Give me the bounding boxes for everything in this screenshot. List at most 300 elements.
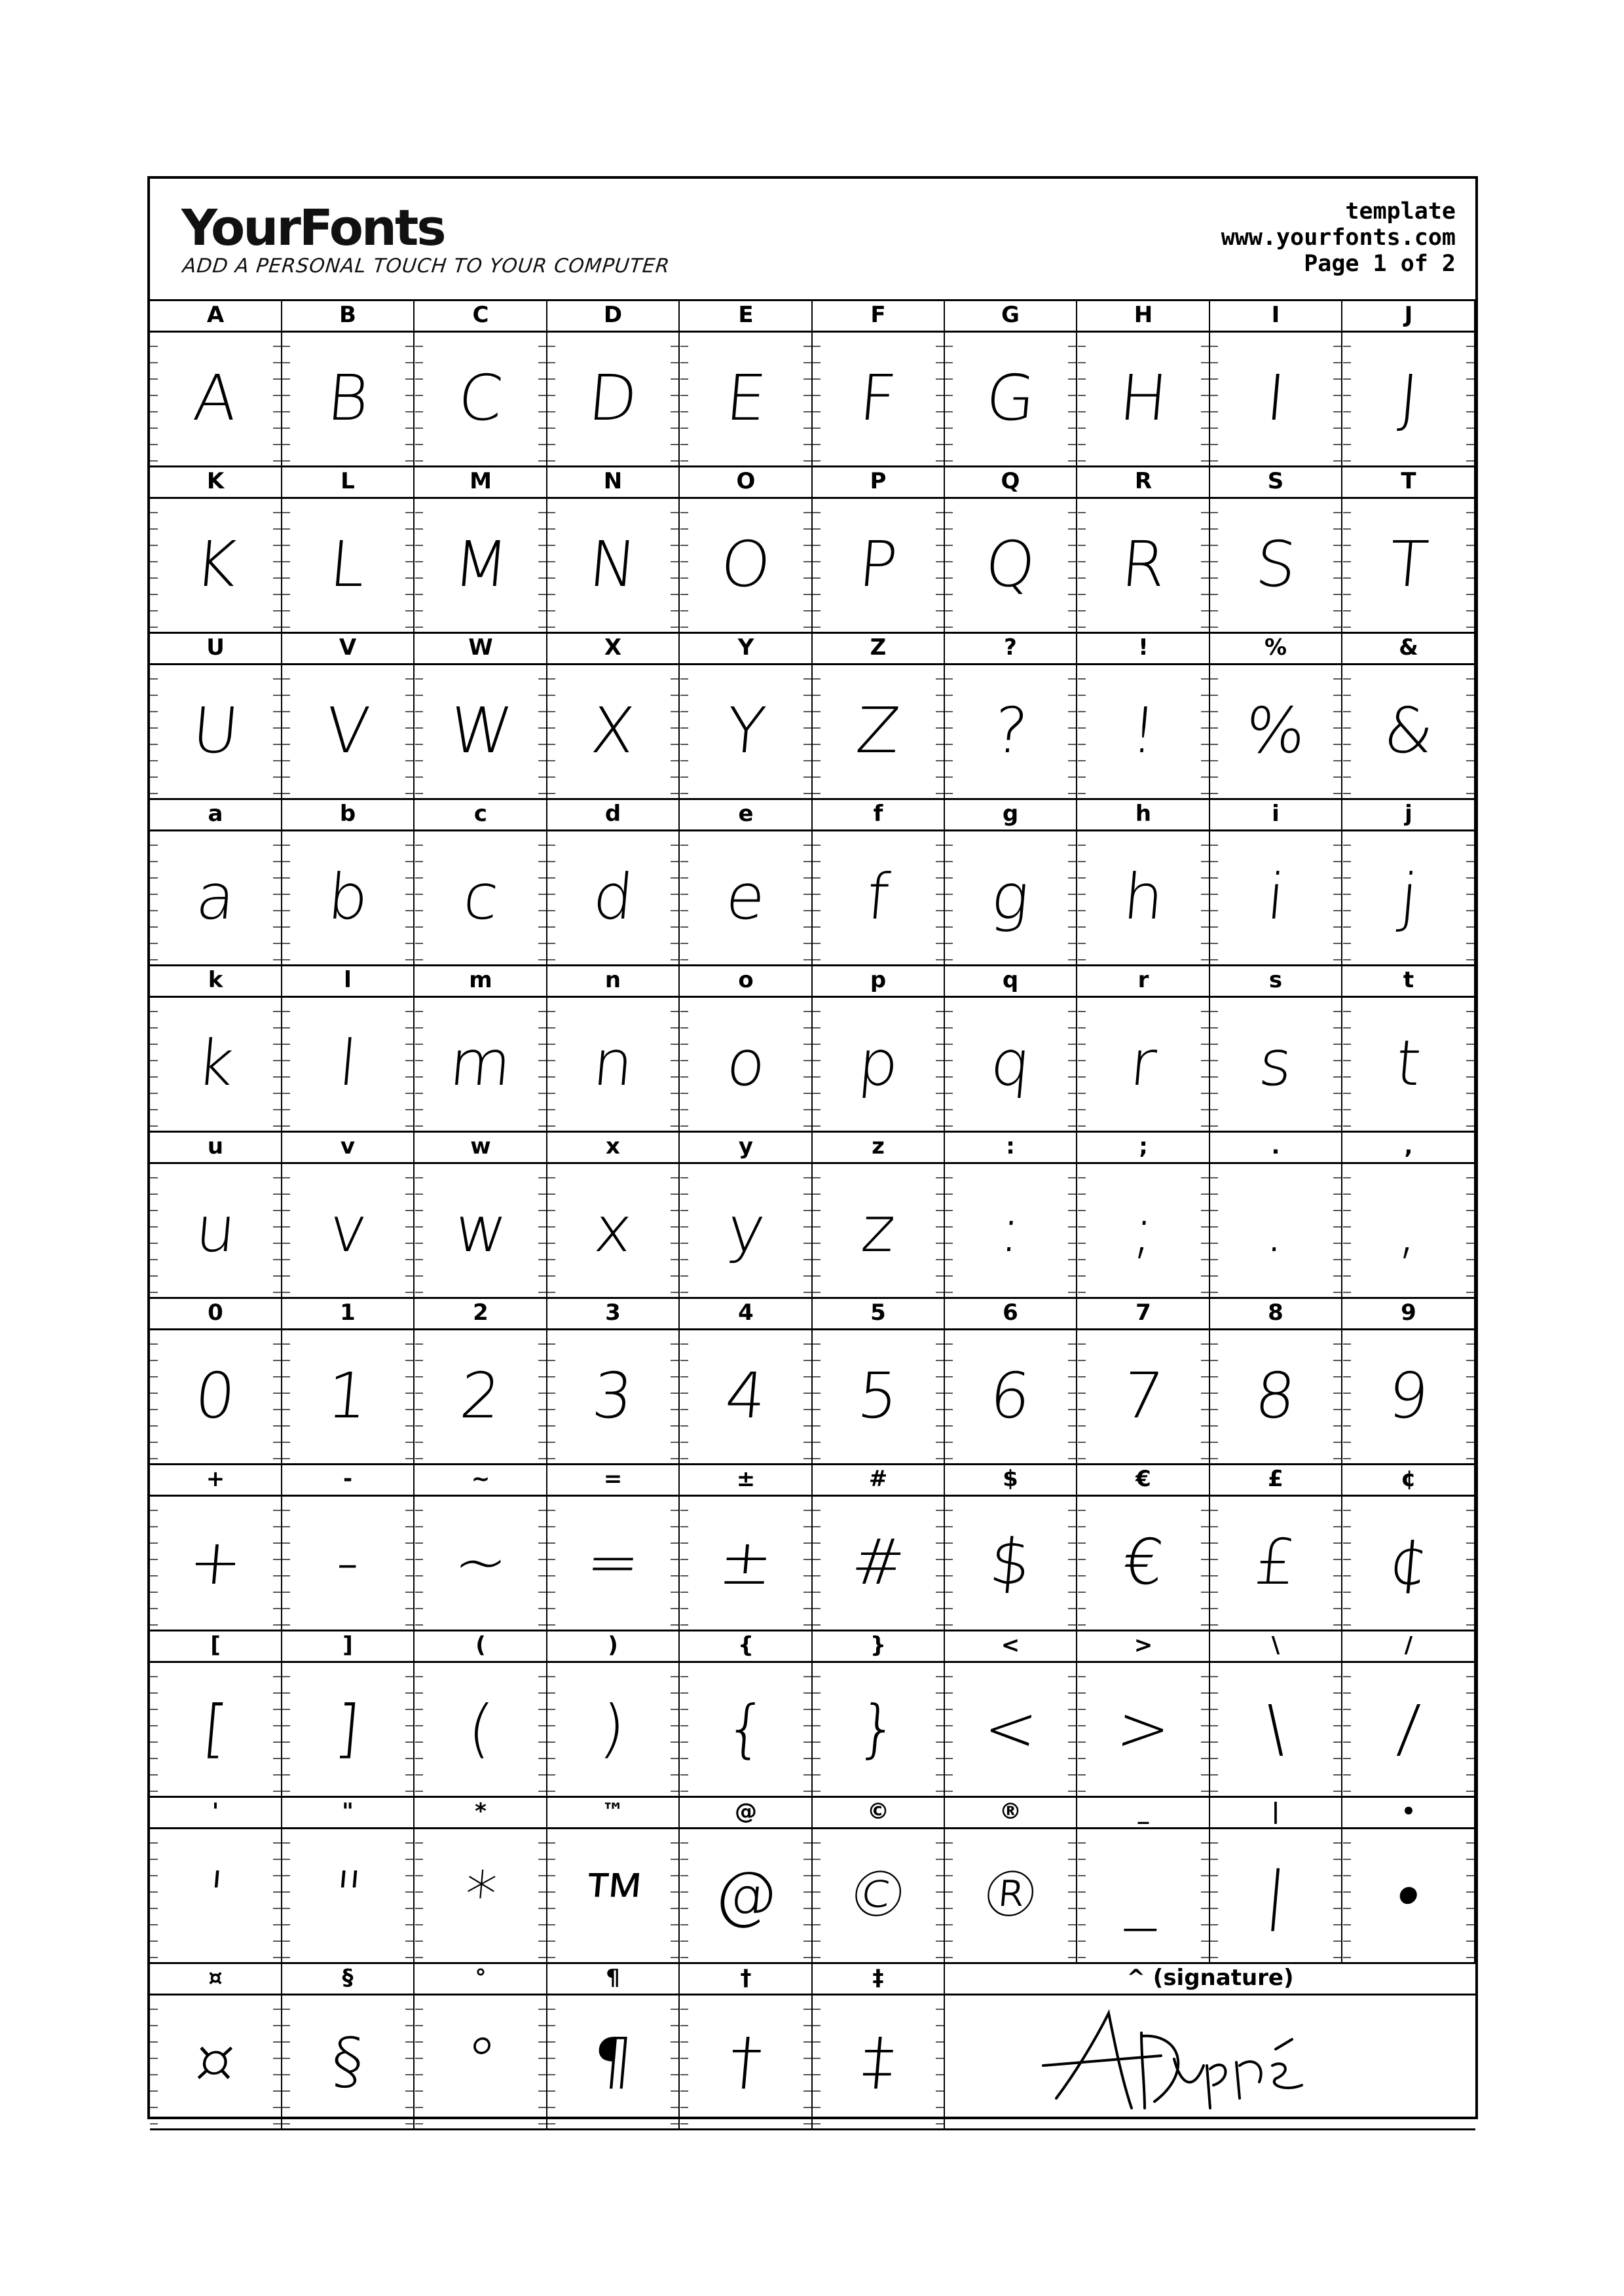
handwritten-glyph (282, 996, 413, 1131)
glyph-label: n (547, 964, 680, 996)
glyph-char: ™ (578, 1858, 648, 1931)
glyph-char: 6 (987, 1359, 1034, 1432)
glyph-cell (547, 1495, 680, 1630)
handwritten-glyph (1210, 331, 1341, 465)
glyph-label: * (415, 1796, 547, 1827)
handwritten-glyph (1343, 996, 1474, 1131)
handwritten-glyph (680, 1661, 811, 1796)
template-sheet (147, 176, 1478, 2122)
handwritten-glyph (680, 829, 811, 964)
glyph-label: r (1078, 964, 1210, 996)
handwritten-glyph (547, 1994, 678, 2128)
glyph-cell (1078, 829, 1210, 964)
glyph-char: Y (723, 694, 769, 767)
label-strip (150, 1796, 1475, 1829)
glyph-cell (1343, 497, 1475, 632)
handwritten-glyph (945, 1495, 1076, 1630)
glyph-label: ] (282, 1630, 415, 1661)
glyph-label: q (945, 964, 1077, 996)
glyph-label: ) (547, 1630, 680, 1661)
glyph-label: X (547, 632, 680, 663)
signature-stroke (1043, 2013, 1302, 2108)
glyph-char: z (858, 1193, 898, 1266)
glyph-cell (1210, 1328, 1342, 1463)
glyph-label: c (415, 798, 547, 829)
glyph-label: P (813, 465, 945, 497)
glyph-char: Z (853, 694, 903, 767)
handwritten-glyph (1343, 331, 1474, 465)
glyph-cell (547, 1994, 680, 2128)
glyph-label: F (813, 299, 945, 331)
glyph-char: _ (1124, 1858, 1162, 1931)
glyph-label: ( (415, 1630, 547, 1661)
glyph-cell (150, 497, 282, 632)
glyph-char: r (1127, 1027, 1160, 1100)
glyph-char: 3 (589, 1359, 637, 1432)
glyph-cell (415, 663, 547, 798)
glyph-char: 0 (192, 1359, 239, 1432)
glyph-cell (1343, 996, 1475, 1131)
label-strip (150, 299, 1475, 333)
glyph-char: 5 (855, 1359, 902, 1432)
glyph-char: ) (597, 1692, 629, 1765)
glyph-char: { (722, 1692, 769, 1765)
handwritten-glyph (282, 1328, 413, 1463)
handwritten-glyph (415, 663, 546, 798)
handwritten-glyph (547, 996, 678, 1131)
glyph-char: b (324, 860, 371, 934)
handwritten-glyph (1078, 996, 1209, 1131)
label-strip (150, 465, 1475, 499)
glyph-cell (813, 1827, 945, 1962)
glyph-label: D (547, 299, 680, 331)
glyph-cell (813, 829, 945, 964)
handwritten-glyph (945, 829, 1076, 964)
glyph-cell (945, 829, 1077, 964)
glyph-label: x (547, 1131, 680, 1162)
handwritten-glyph (1210, 497, 1341, 632)
glyph-cell (282, 996, 415, 1131)
glyph-cell (415, 1495, 547, 1630)
glyph-cell (1210, 996, 1342, 1131)
drawing-strip (150, 331, 1475, 467)
glyph-char: V (323, 694, 373, 767)
glyph-label: { (680, 1630, 813, 1661)
glyph-label: K (150, 465, 282, 497)
glyph-char: e (723, 860, 769, 934)
glyph-row (150, 1297, 1475, 1463)
glyph-cell (415, 331, 547, 465)
handwritten-glyph (415, 996, 546, 1131)
glyph-row (150, 299, 1475, 465)
glyph-cell (1078, 1328, 1210, 1463)
glyph-label: J (1343, 299, 1475, 331)
glyph-cell (150, 1162, 282, 1297)
glyph-cell (415, 1994, 547, 2128)
glyph-label: E (680, 299, 813, 331)
glyph-cell (1210, 497, 1342, 632)
drawing-strip (150, 1162, 1475, 1299)
glyph-label: A (150, 299, 282, 331)
glyph-label: @ (680, 1796, 813, 1827)
glyph-label: § (282, 1962, 415, 1994)
glyph-label: 0 (150, 1297, 282, 1328)
handwritten-glyph (150, 829, 281, 964)
glyph-cell (1343, 663, 1475, 798)
glyph-label: R (1078, 465, 1210, 497)
glyph-label: w (415, 1131, 547, 1162)
handwritten-glyph (680, 996, 811, 1131)
handwritten-glyph (150, 331, 281, 465)
glyph-cell (1210, 829, 1342, 964)
handwritten-glyph (415, 497, 546, 632)
meta-template: template (1345, 198, 1456, 225)
glyph-char: P (856, 528, 900, 601)
glyph-cell (1078, 1827, 1210, 1962)
glyph-row (150, 632, 1475, 798)
glyph-label: ¶ (547, 1962, 680, 1994)
handwritten-glyph (680, 663, 811, 798)
handwritten-glyph (547, 1827, 678, 1962)
glyph-char: v (325, 1193, 370, 1266)
glyph-char: c (460, 860, 502, 934)
handwritten-glyph (813, 1994, 944, 2128)
glyph-char: l (335, 1027, 360, 1100)
glyph-char: , (1395, 1193, 1422, 1266)
handwritten-glyph (1210, 1827, 1341, 1962)
handwritten-glyph (150, 497, 281, 632)
glyph-label: + (150, 1463, 282, 1495)
glyph-label: ; (1078, 1131, 1210, 1162)
glyph-char: - (333, 1525, 363, 1599)
glyph-cell (150, 1827, 282, 1962)
glyph-char: } (855, 1692, 902, 1765)
handwritten-glyph (547, 1328, 678, 1463)
glyph-cell (547, 331, 680, 465)
handwritten-glyph (547, 497, 678, 632)
glyph-char: E (722, 361, 769, 435)
glyph-cell (680, 829, 813, 964)
label-strip (150, 1630, 1475, 1663)
glyph-cell (150, 996, 282, 1131)
glyph-char: ' (203, 1858, 228, 1931)
glyph-char: ® (976, 1858, 1045, 1931)
glyph-cell (1210, 1495, 1342, 1630)
glyph-char: £ (1252, 1525, 1299, 1599)
glyph-label: ° (415, 1962, 547, 1994)
handwritten-glyph (150, 1994, 281, 2128)
handwritten-glyph (1210, 663, 1341, 798)
glyph-label: = (547, 1463, 680, 1495)
glyph-cell (1343, 1661, 1475, 1796)
glyph-cell (1078, 1162, 1210, 1297)
glyph-char: | (1261, 1858, 1290, 1931)
glyph-cell (547, 829, 680, 964)
glyph-label: & (1343, 632, 1475, 663)
drawing-strip (150, 1661, 1475, 1798)
glyph-char: u (192, 1193, 239, 1266)
handwritten-glyph (547, 1661, 678, 1796)
handwritten-glyph (813, 1827, 944, 1962)
glyph-label: C (415, 299, 547, 331)
glyph-label: N (547, 465, 680, 497)
glyph-char: ¢ (1385, 1525, 1432, 1599)
glyph-row (150, 1796, 1475, 1962)
glyph-label: ¤ (150, 1962, 282, 1994)
glyph-char: 2 (457, 1359, 504, 1432)
glyph-char: 8 (1252, 1359, 1299, 1432)
handwritten-glyph (1078, 829, 1209, 964)
handwritten-glyph (813, 1328, 944, 1463)
glyph-cell (150, 331, 282, 465)
glyph-label: s (1210, 964, 1342, 996)
label-strip (150, 632, 1475, 665)
glyph-char: & (1380, 694, 1437, 767)
handwritten-glyph (680, 1495, 811, 1630)
handwritten-glyph (150, 1495, 281, 1630)
glyph-cell (150, 1661, 282, 1796)
glyph-label: I (1210, 299, 1342, 331)
glyph-label: : (945, 1131, 1077, 1162)
glyph-cell (945, 331, 1077, 465)
handwritten-glyph (680, 1994, 811, 2128)
glyph-label: 4 (680, 1297, 813, 1328)
glyph-label: z (813, 1131, 945, 1162)
glyph-label: k (150, 964, 282, 996)
glyph-char: 4 (722, 1359, 769, 1432)
glyph-char: ° (462, 2024, 500, 2098)
handwritten-glyph (945, 497, 1076, 632)
glyph-label: © (813, 1796, 945, 1827)
glyph-cell (1078, 663, 1210, 798)
glyph-char: @ (711, 1858, 781, 1931)
handwritten-glyph (415, 829, 546, 964)
glyph-label: † (680, 1962, 813, 1994)
glyph-char: € (1120, 1525, 1167, 1599)
glyph-char: * (462, 1858, 500, 1931)
glyph-char: n (589, 1027, 637, 1100)
handwritten-glyph (813, 996, 944, 1131)
label-strip (150, 1297, 1475, 1330)
glyph-char: s (1256, 1027, 1295, 1100)
handwritten-glyph (282, 1661, 413, 1796)
glyph-label: \ (1210, 1630, 1342, 1661)
glyph-label: j (1343, 798, 1475, 829)
glyph-char: B (323, 361, 372, 435)
tagline: ADD A PERSONAL TOUCH TO YOUR COMPUTER (181, 255, 671, 278)
glyph-char: d (589, 860, 637, 934)
glyph-cell (945, 1827, 1077, 1962)
glyph-cell (547, 1162, 680, 1297)
signature-cell (945, 1994, 1475, 2128)
glyph-label: u (150, 1131, 282, 1162)
glyph-char: $ (987, 1525, 1034, 1599)
handwritten-glyph (813, 497, 944, 632)
glyph-char: : (996, 1193, 1025, 1266)
handwritten-glyph (1078, 1328, 1209, 1463)
glyph-cell (1210, 1162, 1342, 1297)
handwritten-glyph (945, 996, 1076, 1131)
glyph-label: 7 (1078, 1297, 1210, 1328)
glyph-char: X (588, 694, 638, 767)
signature-drawing (945, 1994, 1475, 2128)
glyph-char: C (455, 361, 506, 435)
handwritten-glyph (547, 331, 678, 465)
glyph-char: k (194, 1027, 237, 1100)
label-strip (150, 1463, 1475, 1497)
drawing-strip (150, 1827, 1475, 1964)
drawing-strip (150, 1328, 1475, 1465)
glyph-label: d (547, 798, 680, 829)
glyph-label: 3 (547, 1297, 680, 1328)
glyph-cell (1343, 829, 1475, 964)
drawing-strip (150, 663, 1475, 800)
handwritten-glyph (1343, 663, 1474, 798)
glyph-cell (282, 331, 415, 465)
glyph-char: m (447, 1027, 515, 1100)
page-meta (1221, 198, 1456, 277)
glyph-cell (415, 996, 547, 1131)
glyph-cell (547, 497, 680, 632)
handwritten-glyph (150, 1661, 281, 1796)
handwritten-glyph (1343, 1328, 1474, 1463)
glyph-char: D (585, 361, 640, 435)
glyph-label: # (813, 1463, 945, 1495)
glyph-label: G (945, 299, 1077, 331)
handwritten-glyph (1343, 497, 1474, 632)
glyph-char: g (988, 860, 1033, 934)
handwritten-glyph (1210, 1661, 1341, 1796)
signature-label: ^ (signature) (1126, 1965, 1294, 1991)
glyph-cell (547, 1328, 680, 1463)
glyph-char: ¶ (589, 2024, 637, 2098)
glyph-label: > (1078, 1630, 1210, 1661)
glyph-row (150, 1131, 1475, 1297)
glyph-label: i (1210, 798, 1342, 829)
handwritten-glyph (1078, 1827, 1209, 1962)
glyph-cell (282, 1328, 415, 1463)
handwritten-glyph (415, 1328, 546, 1463)
glyph-label: ¢ (1343, 1463, 1475, 1495)
glyph-cell (1210, 1661, 1342, 1796)
glyph-cell (547, 663, 680, 798)
glyph-cell (547, 1661, 680, 1796)
glyph-label: } (813, 1630, 945, 1661)
glyph-label: T (1343, 465, 1475, 497)
glyph-label: b (282, 798, 415, 829)
glyph-char: q (987, 1027, 1034, 1100)
glyph-label: H (1078, 299, 1210, 331)
glyph-char: O (718, 528, 774, 601)
glyph-row (150, 465, 1475, 632)
handwritten-glyph (150, 1328, 281, 1463)
label-strip (150, 1131, 1475, 1164)
glyph-label: a (150, 798, 282, 829)
glyph-label: ‡ (813, 1962, 945, 1994)
glyph-char: + (185, 1525, 246, 1599)
glyph-label: < (945, 1630, 1077, 1661)
glyph-char: o (723, 1027, 769, 1100)
glyph-char: ‡ (859, 2024, 897, 2098)
handwritten-glyph (415, 331, 546, 465)
glyph-cell (1210, 1827, 1342, 1962)
glyph-cell (945, 996, 1077, 1131)
glyph-label: ™ (547, 1796, 680, 1827)
glyph-cell (415, 497, 547, 632)
glyph-cell (1078, 1661, 1210, 1796)
glyph-label: ± (680, 1463, 813, 1495)
handwritten-glyph (680, 497, 811, 632)
glyph-cell (680, 1661, 813, 1796)
glyph-cell (945, 1495, 1077, 1630)
glyph-char: ~ (451, 1525, 511, 1599)
glyph-row (150, 798, 1475, 964)
glyph-label: 1 (282, 1297, 415, 1328)
glyph-char: J (1395, 361, 1422, 435)
glyph-cell (813, 1495, 945, 1630)
glyph-char: x (591, 1193, 635, 1266)
handwritten-glyph (945, 331, 1076, 465)
glyph-cell (1343, 331, 1475, 465)
glyph-char: y (724, 1193, 768, 1266)
glyph-label: [ (150, 1630, 282, 1661)
glyph-label: o (680, 964, 813, 996)
glyph-label: ~ (415, 1463, 547, 1495)
handwritten-glyph (680, 1162, 811, 1297)
glyph-cell (945, 497, 1077, 632)
glyph-label: Q (945, 465, 1077, 497)
glyph-cell (945, 1328, 1077, 1463)
glyph-char: i (1263, 860, 1288, 934)
glyph-char: R (1118, 528, 1169, 601)
handwritten-glyph (1343, 829, 1474, 964)
glyph-cell (1078, 497, 1210, 632)
header (150, 179, 1475, 301)
glyph-char: W (446, 694, 515, 767)
handwritten-glyph (1343, 1661, 1474, 1796)
glyph-char: ± (716, 1525, 776, 1599)
glyph-label: l (282, 964, 415, 996)
glyph-char: ] (332, 1692, 363, 1765)
glyph-char: § (329, 2024, 367, 2098)
glyph-char: T (1386, 528, 1431, 601)
signature-text: ADupré (1403, 2121, 1406, 2122)
glyph-char: . (1262, 1193, 1289, 1266)
glyph-cell (415, 1162, 547, 1297)
glyph-cell (415, 829, 547, 964)
glyph-char: a (193, 860, 238, 934)
handwritten-glyph (680, 1827, 811, 1962)
glyph-cell (680, 1827, 813, 1962)
handwritten-glyph (150, 663, 281, 798)
glyph-cell (680, 663, 813, 798)
glyph-cell (282, 1162, 415, 1297)
glyph-label: " (282, 1796, 415, 1827)
glyph-label: € (1078, 1463, 1210, 1495)
glyph-char: L (327, 528, 369, 601)
handwritten-glyph (945, 1661, 1076, 1796)
handwritten-glyph (1343, 1827, 1474, 1962)
glyph-cell (1343, 1328, 1475, 1463)
glyph-char: † (727, 2024, 765, 2098)
handwritten-glyph (150, 1827, 281, 1962)
glyph-char: h (1120, 860, 1167, 934)
glyph-cell (282, 1661, 415, 1796)
glyph-char: " (330, 1858, 365, 1931)
handwritten-glyph (547, 1495, 678, 1630)
handwritten-glyph (1343, 1162, 1474, 1297)
glyph-cell (813, 663, 945, 798)
